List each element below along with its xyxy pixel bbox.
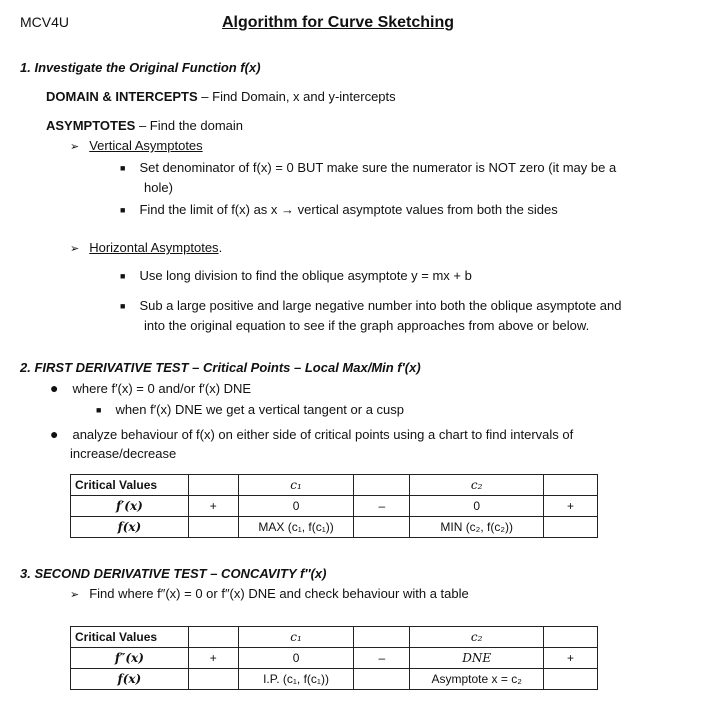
table-row bbox=[71, 669, 598, 690]
horizontal-bullet-2-text: Sub a large positive and large negative number into both the oblique asymptote and bbox=[139, 298, 622, 313]
domain-label: DOMAIN & INTERCEPTS bbox=[46, 89, 198, 104]
square-bullet-icon: ■ bbox=[120, 163, 126, 173]
table-header-cell: Critical Values bbox=[71, 627, 189, 648]
table-cell: + bbox=[544, 496, 598, 517]
square-bullet-icon: ■ bbox=[120, 271, 126, 281]
table-header-cell bbox=[544, 475, 598, 496]
s2-bullet-2 bbox=[50, 426, 573, 442]
section-2-heading: 2. FIRST DERIVATIVE TEST – Critical Points – Local Max/Min f′(x) bbox=[20, 360, 421, 375]
horizontal-asymptotes-label: Horizontal Asymptotes bbox=[89, 240, 219, 255]
vertical-bullet-2 bbox=[120, 202, 558, 217]
table-header-cell: c₂ bbox=[410, 475, 544, 496]
s3-bullet-1 bbox=[70, 586, 469, 601]
horizontal-bullet-2 bbox=[120, 298, 622, 313]
table-header-cell: Critical Values bbox=[71, 475, 189, 496]
s2-sub-bullet bbox=[96, 402, 404, 417]
table-row bbox=[71, 648, 598, 669]
table-cell: + bbox=[188, 648, 238, 669]
section-3-heading: 3. SECOND DERIVATIVE TEST – CONCAVITY f″(x) bbox=[20, 566, 327, 581]
table-cell: + bbox=[188, 496, 238, 517]
s2-bullet-2-text: analyze behaviour of f(x) on either side of critical points using a chart to find intervals of bbox=[72, 427, 574, 442]
table-cell: 0 bbox=[238, 648, 354, 669]
arrow-bullet-icon: ➢ bbox=[70, 589, 80, 601]
table-row bbox=[71, 627, 598, 648]
horizontal-bullet-1 bbox=[120, 268, 472, 283]
table-cell: 0 bbox=[238, 496, 354, 517]
page-title: Algorithm for Curve Sketching bbox=[222, 14, 455, 31]
table-cell: 0 bbox=[410, 496, 544, 517]
table-header-cell: c₂ bbox=[410, 627, 544, 648]
table-header-cell bbox=[354, 627, 410, 648]
table-cell: MAX (c₁, f(c₁)) bbox=[238, 517, 354, 538]
table-header-cell bbox=[544, 627, 598, 648]
table-cell: + bbox=[544, 648, 598, 669]
table-cell: f″(x) bbox=[71, 648, 189, 669]
table-cell: f(x) bbox=[71, 517, 189, 538]
table-header-cell bbox=[188, 627, 238, 648]
table-cell: – bbox=[354, 496, 410, 517]
horizontal-asymptotes-period: . bbox=[218, 240, 223, 255]
course-code: MCV4U bbox=[20, 14, 70, 30]
table-cell: I.P. (c₁, f(c₁)) bbox=[238, 669, 354, 690]
vertical-bullet-1-text: Set denominator of f(x) = 0 BUT make sure the numerator is NOT zero (it may be a bbox=[139, 160, 617, 175]
table-cell bbox=[544, 517, 598, 538]
round-bullet-icon: ● bbox=[50, 380, 59, 396]
vertical-bullet-2-text: Find the limit of f(x) as x → vertical asymptote values from both the sides bbox=[139, 202, 558, 217]
round-bullet-icon: ● bbox=[50, 426, 59, 442]
arrow-bullet-icon: ➢ bbox=[70, 141, 80, 153]
table-header-cell: c₁ bbox=[238, 627, 354, 648]
table-header-cell bbox=[188, 475, 238, 496]
asymptotes-text: – Find the domain bbox=[135, 118, 244, 133]
arrow-bullet-icon: ➢ bbox=[70, 243, 80, 255]
first-derivative-table bbox=[70, 474, 598, 538]
table-row bbox=[71, 517, 598, 538]
s2-bullet-1 bbox=[50, 380, 251, 396]
horizontal-bullet-2-cont: into the original equation to see if the graph approaches from above or below. bbox=[144, 318, 590, 333]
table-cell bbox=[354, 669, 410, 690]
horizontal-bullet-1-text: Use long division to find the oblique asymptote y = mx + b bbox=[139, 268, 472, 283]
s3-bullet-1-text: Find where f″(x) = 0 or f″(x) DNE and check behaviour with a table bbox=[89, 586, 469, 601]
s2-sub-bullet-text: when f′(x) DNE we get a vertical tangent or a cusp bbox=[115, 402, 405, 417]
vertical-bullet-1-cont: hole) bbox=[144, 180, 173, 195]
section-1-heading: 1. Investigate the Original Function f(x) bbox=[20, 60, 261, 75]
square-bullet-icon: ■ bbox=[120, 205, 126, 215]
domain-intercepts-line bbox=[46, 89, 396, 104]
domain-text: – Find Domain, x and y-intercepts bbox=[197, 89, 396, 104]
table-cell bbox=[544, 669, 598, 690]
table-cell: DNE bbox=[410, 648, 544, 669]
table-cell: MIN (c₂, f(c₂)) bbox=[410, 517, 544, 538]
asymptotes-line bbox=[46, 118, 243, 133]
s2-bullet-1-text: where f′(x) = 0 and/or f′(x) DNE bbox=[72, 381, 252, 396]
table-cell: f(x) bbox=[71, 669, 189, 690]
table-cell bbox=[188, 669, 238, 690]
table-cell: Asymptote x = c₂ bbox=[410, 669, 544, 690]
table-row bbox=[71, 496, 598, 517]
square-bullet-icon: ■ bbox=[120, 301, 126, 311]
vertical-asymptotes-item bbox=[70, 138, 203, 153]
table-cell bbox=[354, 517, 410, 538]
second-derivative-table bbox=[70, 626, 598, 690]
table-cell: – bbox=[354, 648, 410, 669]
table-header-cell: c₁ bbox=[238, 475, 354, 496]
square-bullet-icon: ■ bbox=[96, 405, 102, 415]
table-cell: f′(x) bbox=[71, 496, 189, 517]
horizontal-asymptotes-item bbox=[70, 240, 222, 255]
vertical-bullet-1 bbox=[120, 160, 616, 175]
table-header-cell bbox=[354, 475, 410, 496]
table-row bbox=[71, 475, 598, 496]
asymptotes-label: ASYMPTOTES bbox=[46, 118, 136, 133]
vertical-asymptotes-label: Vertical Asymptotes bbox=[89, 138, 203, 153]
table-cell bbox=[188, 517, 238, 538]
s2-bullet-2-cont: increase/decrease bbox=[70, 446, 177, 461]
